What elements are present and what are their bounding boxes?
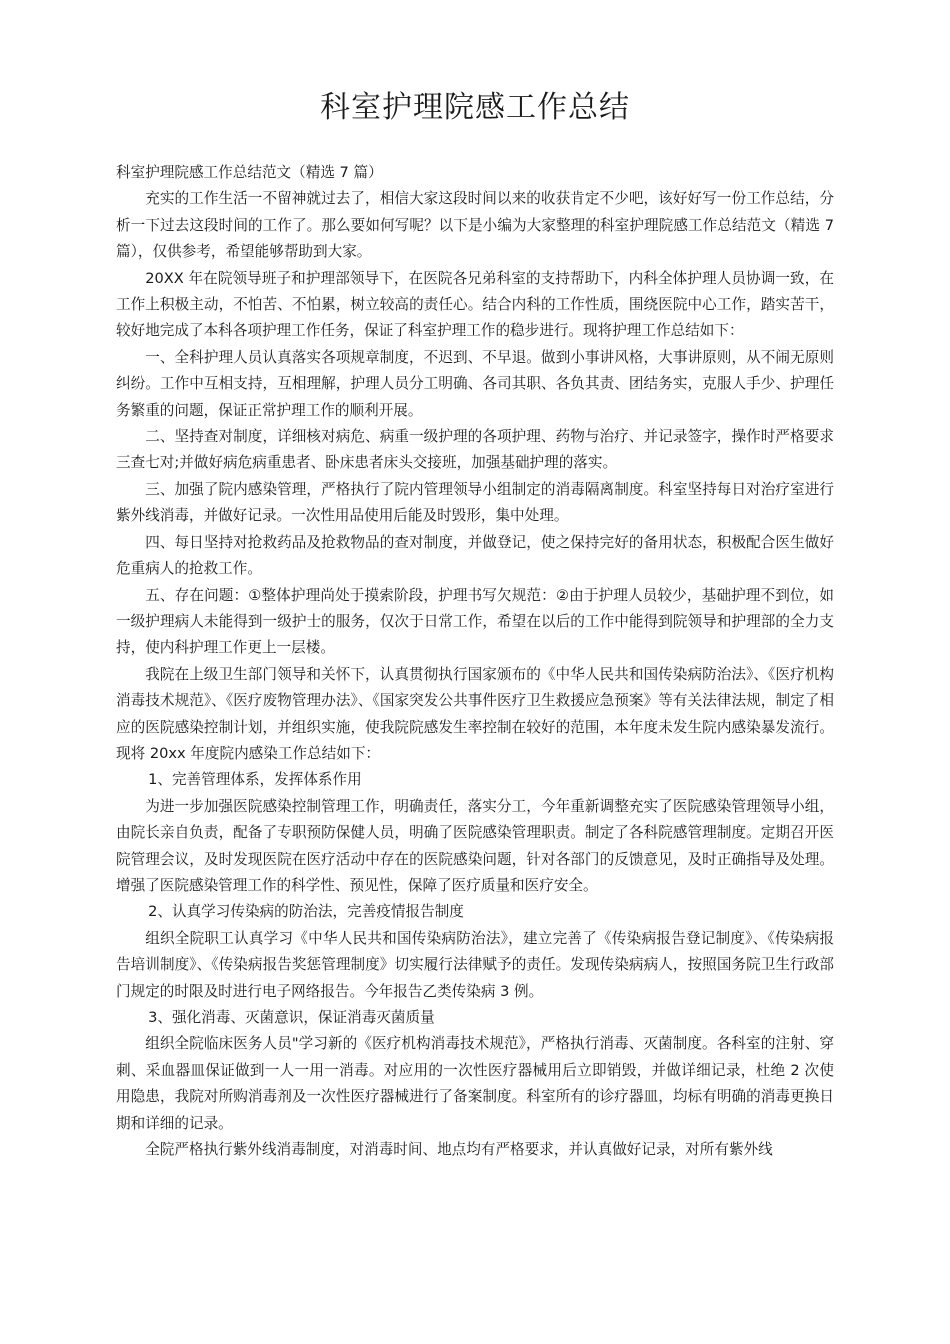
- paragraph-hospital-summary: 我院在上级卫生部门领导和关怀下，认真贯彻执行国家颁布的《中华人民共和国传染病防治法》、《医疗机构消毒技术规范》、《医疗废物管理办法》、《国家突发公共事件医疗卫生救援应急预案》等有关法律法规，制定了相应的医院感染控制计划，并组织实施，使我院院感发生率控制在较好的范围，本年度未发生院内感染暴发流行。现将 20xx 年度院内感染工作总结如下：: [116, 665, 834, 762]
- paragraph-uv-disinfection: 全院严格执行紫外线消毒制度，对消毒时间、地点均有严格要求，并认真做好记录，对所有紫外线: [145, 1141, 773, 1159]
- paragraph-intro: 充实的工作生活一不留神就过去了，相信大家这段时间以来的收获肯定不少吧，该好好写一份工作总结，分析一下过去这段时间的工作了。那么要如何写呢？以下是小编为大家整理的科室护理院感工作总结范文（精选 7 篇），仅供参考，希望能够帮助到大家。: [116, 190, 834, 261]
- document-body: [116, 160, 834, 1163]
- section-heading-1: 1、完善管理体系，发挥体系作用: [148, 771, 362, 789]
- paragraph-item-4: 四、每日坚持对抢救药品及抢救物品的查对制度，并做登记，使之保持完好的备用状态，积极配合医生做好危重病人的抢救工作。: [116, 533, 834, 578]
- paragraph-item-2: 二、坚持查对制度，详细核对病危、病重一级护理的各项护理、药物与治疗、并记录签字，操作时严格要求三查七对;并做好病危病重患者、卧床患者床头交接班，加强基础护理的落实。: [116, 428, 834, 472]
- paragraph-item-1: 一、全科护理人员认真落实各项规章制度，不迟到、不早退。做到小事讲风格，大事讲原则，从不闹无原则纠纷。工作中互相支持，互相理解，护理人员分工明确、各司其职、各负其责、团结务实，克服人手少、护理任务繁重的问题，保证正常护理工作的顺利开展。: [116, 348, 834, 419]
- section-heading-2: 2、认真学习传染病的防治法，完善疫情报告制度: [148, 903, 464, 921]
- paragraph-section-3: 组织全院临床医务人员"学习新的《医疗机构消毒技术规范》，严格执行消毒、灭菌制度。各科室的注射、穿刺、采血器皿保证做到一人一用一消毒。对应用的一次性医疗器械用后立即销毁，并做详细记录，杜绝 2 次使用隐患，我院对所购消毒剂及一次性医疗器械进行了备案制度。科室所有的诊疗器皿，均标有明确的消毒更换日期和详细的记录。: [116, 1035, 834, 1132]
- paragraph-section-2: 组织全院职工认真学习《中华人民共和国传染病防治法》，建立完善了《传染病报告登记制度》、《传染病报告培训制度》、《传染病报告奖惩管理制度》切实履行法律赋予的责任。发现传染病病人，按照国务院卫生行政部门规定的时限及时进行电子网络报告。今年报告乙类传染病 3 例。: [116, 929, 834, 1000]
- subtitle-line: 科室护理院感工作总结范文（精选 7 篇）: [116, 164, 383, 181]
- section-heading-3: 3、强化消毒、灭菌意识，保证消毒灭菌质量: [148, 1009, 435, 1026]
- paragraph-overview: 20XX 年在院领导班子和护理部领导下，在医院各兄弟科室的支持帮助下，内科全体护理人员协调一致，在工作上积极主动，不怕苦、不怕累，树立较高的责任心。结合内科的工作性质，围绕医院中心工作，踏实苦干，较好地完成了本科各项护理工作任务，保证了科室护理工作的稳步进行。现将护理工作总结如下：: [116, 269, 834, 340]
- paragraph-item-5: 五、存在问题：①整体护理尚处于摸索阶段，护理书写欠规范：②由于护理人员较少，基础护理不到位，如一级护理病人未能得到一级护士的服务，仅次于日常工作，希望在以后的工作中能得到院领导和护理部的全力支持，使内科护理工作更上一层楼。: [116, 586, 834, 657]
- paragraph-section-1: 为进一步加强医院感染控制管理工作，明确责任，落实分工，今年重新调整充实了医院感染管理领导小组，由院长亲自负责，配备了专职预防保健人员，明确了医院感染管理职责。制定了各科院感管理制度。定期召开医院管理会议，及时发现医院在医疗活动中存在的医院感染问题，针对各部门的反馈意见，及时正确指导及处理。增强了医院感染管理工作的科学性、预见性，保障了医疗质量和医疗安全。: [116, 797, 834, 894]
- paragraph-item-3: 三、加强了院内感染管理，严格执行了院内管理领导小组制定的消毒隔离制度。科室坚持每日对治疗室进行紫外线消毒，并做好记录。一次性用品使用后能及时毁形，集中处理。: [116, 480, 834, 525]
- page-title: 科室护理院感工作总结: [320, 90, 630, 125]
